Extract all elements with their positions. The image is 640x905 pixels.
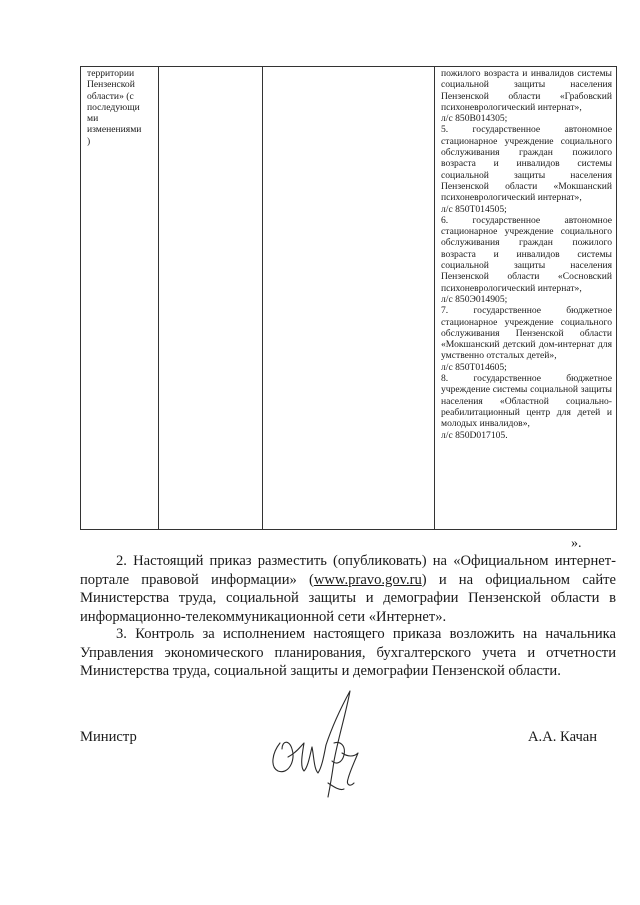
closing-quote-mark: ».	[571, 536, 582, 551]
signatory-name: А.А. Качан	[528, 729, 598, 745]
table-cell-empty-2	[263, 67, 435, 530]
table-row	[81, 67, 617, 530]
table-cell-institutions	[435, 67, 617, 530]
pravo-gov-link[interactable]: www.pravo.gov.ru	[313, 571, 422, 588]
table-cell-empty-1	[159, 67, 263, 530]
signatory-title: Министр	[80, 729, 137, 745]
handwritten-signature	[258, 683, 378, 803]
paragraph-3: 3. Контроль за исполнением настоящего приказа возложить на начальника Управления экономического планирования, бухгалтерского учета и отчетности Министерства труда, социальной защиты и демографии Пензенской области.	[80, 626, 616, 679]
institutions-text: пожилого возраста и инвалидов системы социальной защиты населения Пензенской области «Грабовский психоневрологический интернат», л/с 850В014305; 5. государственное автономное стационарное учреждение социального обслуживания граждан пожилого возраста и инвалидов системы социальной защиты населения Пензенской области «Мокшанский психоневрологический интернат», л/с 850Т014505; 6. государственное автономное стационарное учреждение социального обслуживания граждан пожилого возраста и инвалидов системы социальной защиты населения Пензенской области «Сосновский психоневрологический интернат», л/с 850Э014905; 7. государственное бюджетное стационарное учреждение социального обслуживания Пензенской области «Мокшанский детский дом-интернат для умственно отсталых детей», л/с 850Т014605; 8. государственное бюджетное учреждение системы социальной защиты населения «Областной социально-реабилитационный центр для детей и молодых инвалидов», л/с 850D017105.	[441, 68, 612, 441]
table-cell-territory	[81, 67, 159, 530]
order-table	[80, 66, 617, 530]
territory-text: территории Пензенской области» (с последующи ми изменениями )	[87, 68, 142, 147]
paragraph-2: 2. Настоящий приказ разместить (опубликовать) на «Официальном интернет-портале правовой информации» (www.pravo.gov.ru) и на официальном сайте Министерства труда, социальной защиты и демографии Пензенской области в информационно-телекоммуникационной сети «Интернет».	[80, 553, 616, 625]
